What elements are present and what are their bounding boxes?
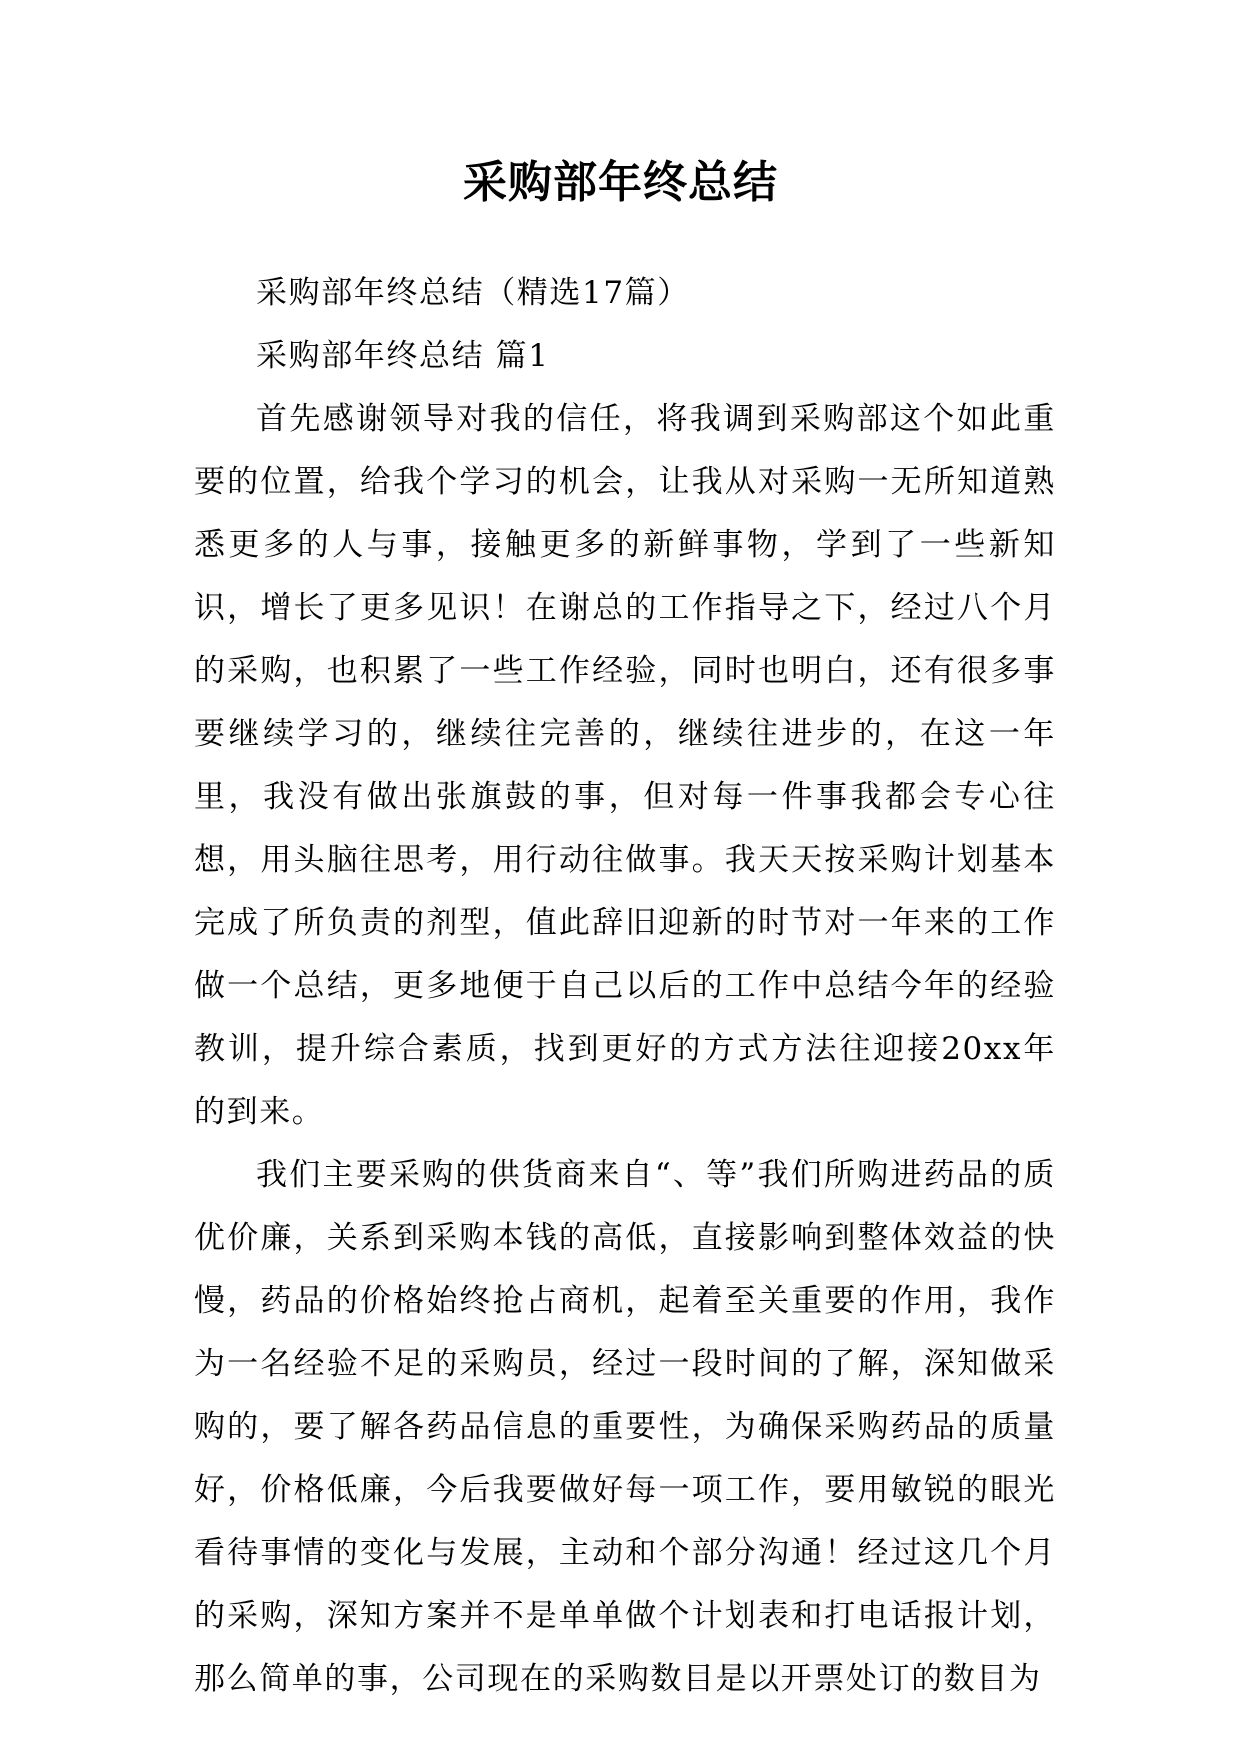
body-paragraph: 首先感谢领导对我的信任，将我调到采购部这个如此重要的位置，给我个学习的机会，让我从对采购一无所知道熟悉更多的人与事，接触更多的新鲜事物，学到了一些新知识，增长了更多见识！在谢总的工作指导之下，经过八个月的采购，也积累了一些工作经验，同时也明白，还有很多事要继续学习的，继续往完善的，继续往进步的，在这一年里，我没有做出张旗鼓的事，但对每一件事我都会专心往想，用头脑往思考，用行动往做事。我天天按采购计划基本完成了所负责的剂型，值此辞旧迎新的时节对一年来的工作做一个总结，更多地便于自己以后的工作中总结今年的经验教训，提升综合素质，找到更好的方式方法往迎接20xx年的到来。: [194, 401, 1056, 1130]
document-body: [194, 262, 1056, 1711]
document-subtitle: 采购部年终总结（精选17篇）: [256, 275, 690, 311]
section-heading: 采购部年终总结 篇1: [256, 338, 550, 374]
document-title: 采购部年终总结: [463, 157, 778, 208]
body-paragraph: 我们主要采购的供货商来自“、等”我们所购进药品的质优价廉，关系到采购本钱的高低，直接影响到整体效益的快慢，药品的价格始终抢占商机，起着至关重要的作用，我作为一名经验不足的采购员，经过一段时间的了解，深知做采购的，要了解各药品信息的重要性，为确保采购药品的质量好，价格低廉，今后我要做好每一项工作，要用敏锐的眼光看待事情的变化与发展，主动和个部分沟通！经过这几个月的采购，深知方案并不是单单做个计划表和打电话报计划，那么简单的事，公司现在的采购数目是以开票处订的数目为: [194, 1157, 1056, 1697]
